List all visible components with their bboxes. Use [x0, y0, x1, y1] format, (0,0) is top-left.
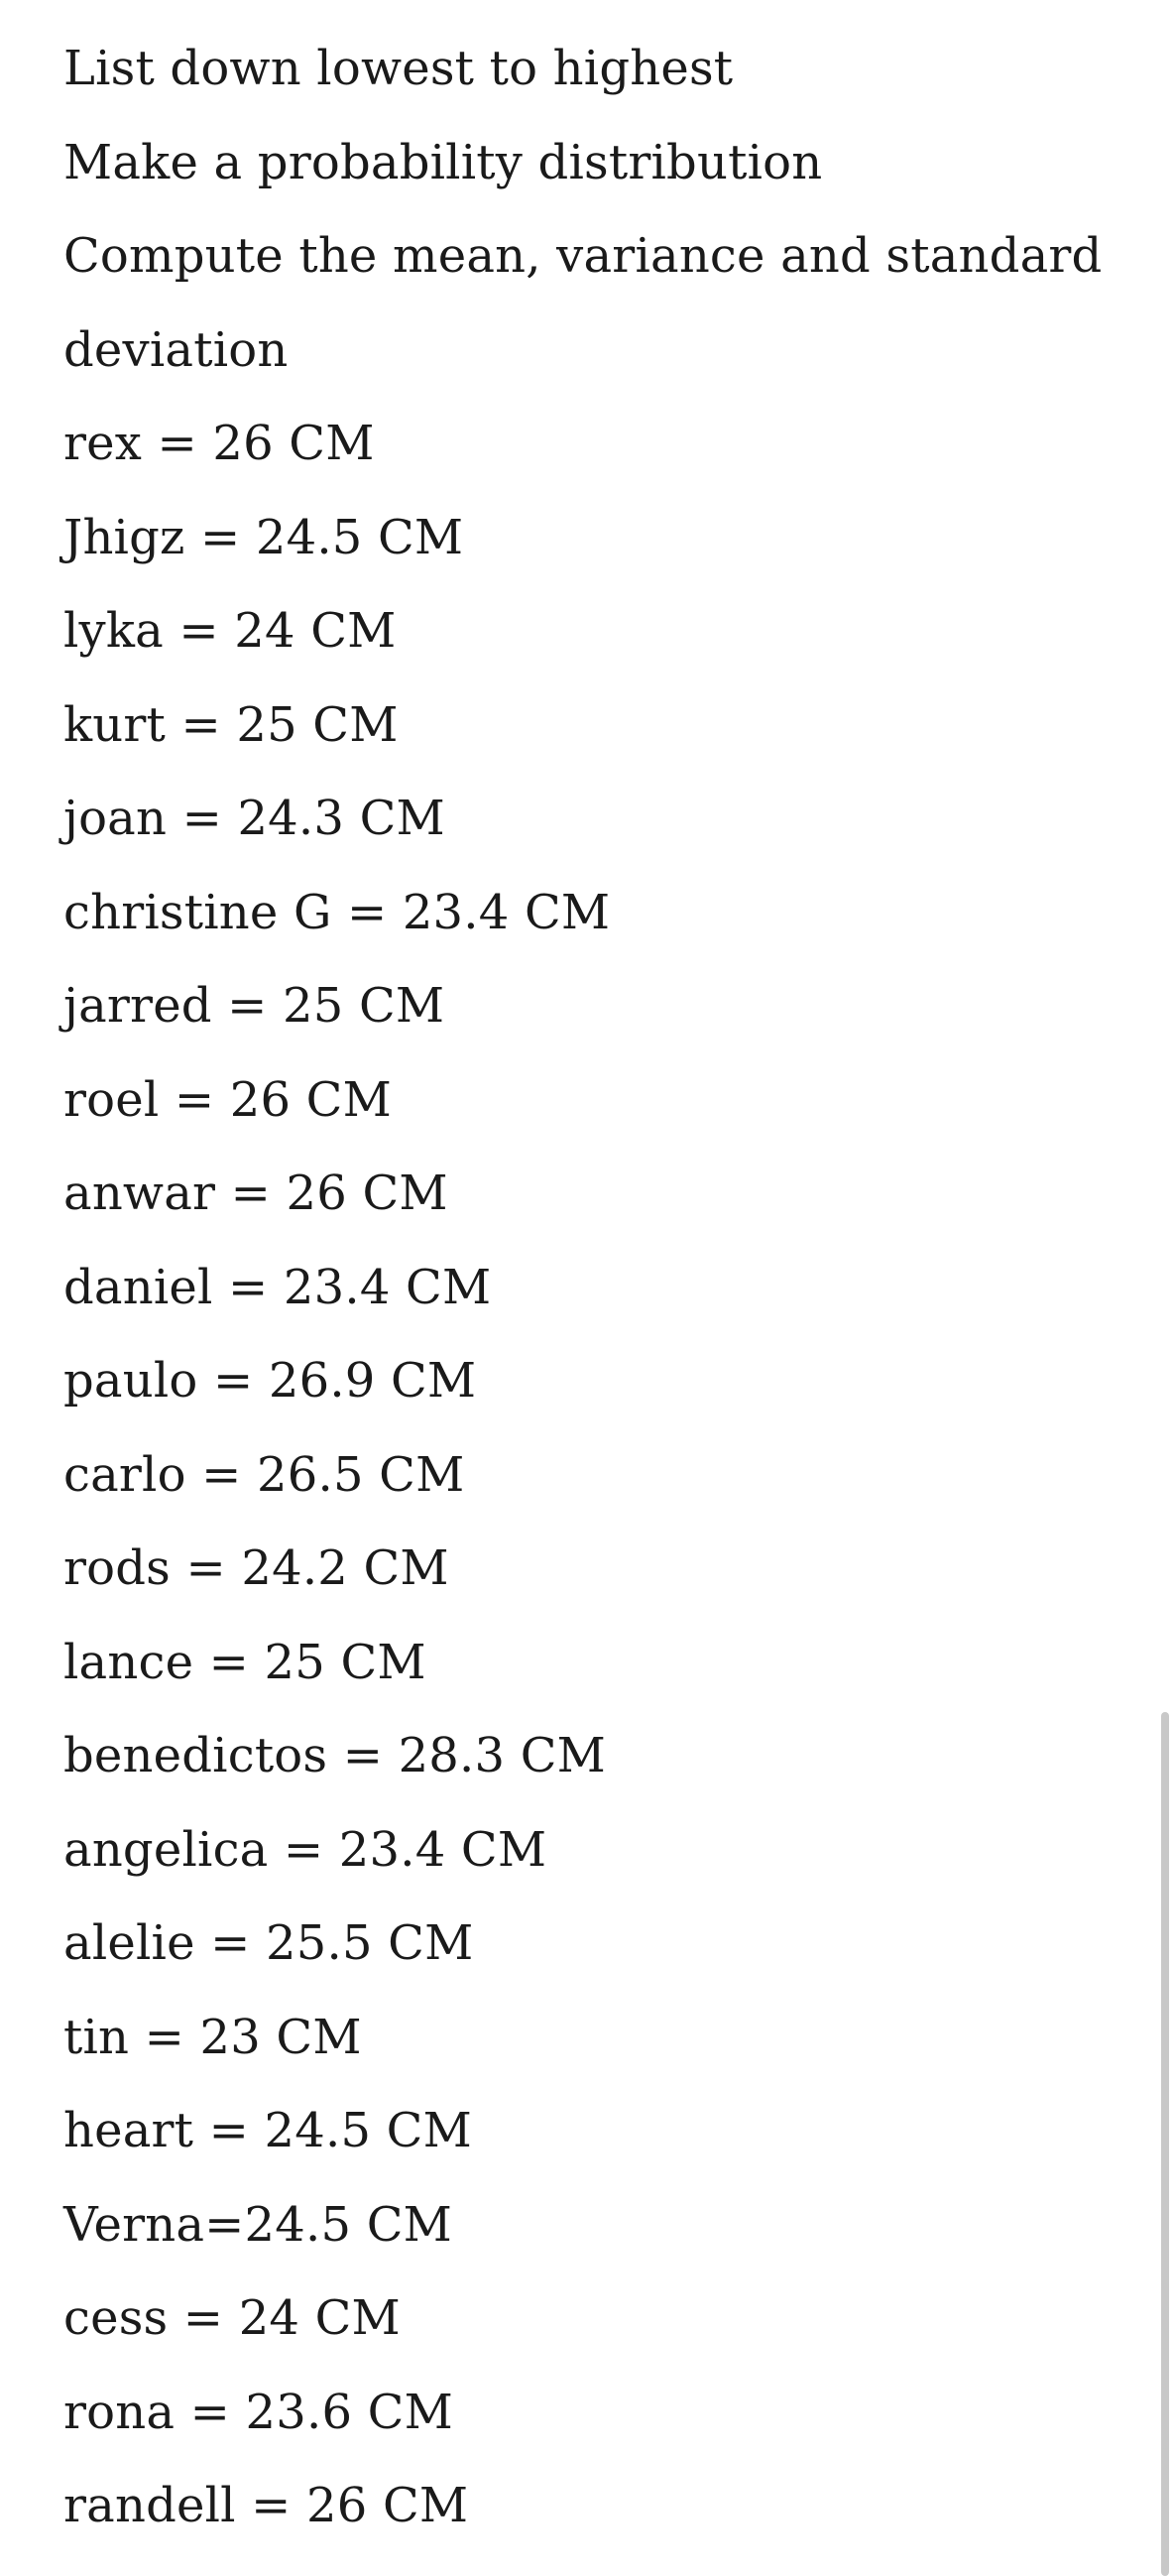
instruction-line: deviation: [63, 321, 289, 378]
measurement-item: roel = 26 CM: [63, 1071, 392, 1128]
measurement-item: carlo = 26.5 CM: [63, 1446, 465, 1503]
measurement-item: kurt = 25 CM: [63, 696, 399, 753]
measurement-item: jarred = 25 CM: [63, 978, 445, 1034]
measurement-item: christine G = 23.4 CM: [63, 884, 611, 940]
measurement-item: rex = 26 CM: [63, 416, 375, 471]
instruction-line: Compute the mean, variance and standard: [63, 228, 1103, 284]
measurement-item: paulo = 26.9 CM: [63, 1353, 477, 1409]
instruction-line: List down lowest to highest: [63, 41, 734, 96]
measurement-item: Verna=24.5 CM: [63, 2196, 452, 2253]
measurement-item: Jhigz = 24.5 CM: [63, 509, 464, 565]
scrollbar-thumb[interactable]: [1161, 1712, 1169, 2576]
measurement-item: randell = 26 CM: [63, 2478, 469, 2533]
measurement-item: anwar = 26 CM: [63, 1165, 448, 1221]
measurement-item: rods = 24.2 CM: [63, 1540, 449, 1596]
vertical-scrollbar[interactable]: [1153, 0, 1175, 2576]
measurement-item: tin = 23 CM: [63, 2009, 362, 2065]
measurement-item: cess = 24 CM: [63, 2290, 401, 2346]
measurement-item: lance = 25 CM: [63, 1634, 426, 1690]
measurement-item: daniel = 23.4 CM: [63, 1259, 492, 1315]
measurement-item: lyka = 24 CM: [63, 603, 397, 659]
measurement-item: angelica = 23.4 CM: [63, 1821, 547, 1878]
measurement-item: heart = 24.5 CM: [63, 2103, 472, 2158]
measurement-item: joan = 24.3 CM: [63, 791, 445, 846]
message-body: [63, 22, 1115, 2553]
instruction-line: Make a probability distribution: [63, 134, 823, 190]
measurement-item: alelie = 25.5 CM: [63, 1915, 474, 1971]
measurement-item: benedictos = 28.3 CM: [63, 1728, 606, 1783]
measurement-item: rona = 23.6 CM: [63, 2384, 453, 2440]
